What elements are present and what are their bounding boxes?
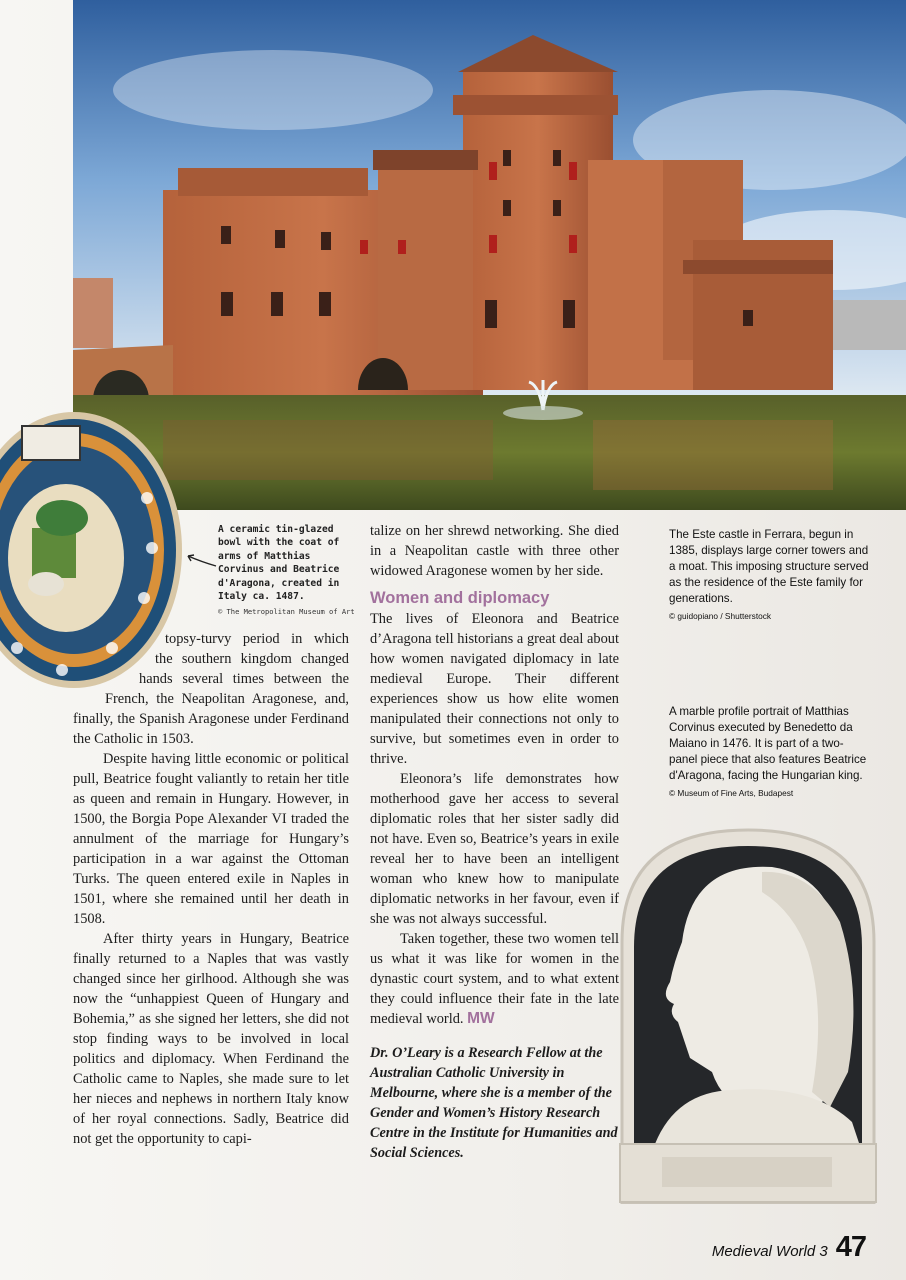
page-number: 47 xyxy=(835,1231,866,1263)
paragraph-text: Taken together, these two women tell us what it was like for women in the dynastic court system, and to what extent they could influence their fate in the late medieval world. xyxy=(370,931,619,1027)
bowl-caption: A ceramic tin-glazed bowl with the coat of arms of Matthias Corvinus and Beatrice d'Aragona, created in Italy ca. 1487. xyxy=(218,524,340,603)
paragraph: talize on her shrewd networking. She died in a Neapolitan castle with three other widowed Aragonese women by her side. xyxy=(370,523,619,579)
bust-caption xyxy=(669,704,869,799)
paragraph: After thirty years in Hungary, Beatrice finally returned to a Naples that was vastly changed since her girlhood. Although she was now the “unhappiest Queen of Hungary and Bohemia,” as she signed her letters, she did not stop finding ways to be involved in local politics and diplomacy. When Ferdinand the Catholic came to Naples, she made sure to let her nieces and nephews in northern Italy know of her royal connections. Sadly, Beatrice did not get the opportunity to capi- xyxy=(73,931,349,1147)
paragraph-text: finally, the Spanish Aragonese under Ferdinand the Catholic in 1503. xyxy=(73,711,349,747)
end-mark: MW xyxy=(467,1010,495,1027)
article-column-1 xyxy=(73,629,349,1149)
caption-text: The Este castle in Ferrara, begun in 1385, displays large corner towers and a moat. This imposing structure served as the residence of the Este family for generations. xyxy=(669,528,869,605)
marble-bust-photo xyxy=(612,822,884,1204)
text-line: topsy-turvy period in which xyxy=(165,631,349,647)
text-line: French, the Neapolitan Aragonese, and, xyxy=(105,691,349,707)
author-bio: Dr. O’Leary is a Research Fellow at the Australian Catholic University in Melbourne, where she is a member of the Gender and Women’s History Research Centre in the Institute for Humanities and Social Sciences. xyxy=(370,1045,618,1161)
caption-text: A marble profile portrait of Matthias Corvinus executed by Benedetto da Maiano in 1476. It is part of a two-panel piece that also features Beatrice d'Aragona, facing the Hungarian king. xyxy=(669,705,867,782)
paragraph: The lives of Eleonora and Beatrice d’Aragona tell historians a great deal about how women navigated diplomacy in late medieval Europe. Their different experiences show us how elite women manipulated their connections not only to survive, but sometimes even in order to thrive. xyxy=(370,611,619,767)
article-column-2 xyxy=(370,521,619,1163)
este-castle-photo xyxy=(73,0,906,510)
castle-caption xyxy=(669,527,869,622)
photo-credit: © Museum of Fine Arts, Budapest xyxy=(669,788,794,798)
paragraph: Eleonora’s life demonstrates how motherhood gave her access to several diplomatic roles that her sister sadly did not have. Even so, Beatrice’s years in exile reveal her to have been an intelligent woman who knew how to manipulate diplomatic networks in her favour, even if she was not always successful. xyxy=(370,771,619,927)
section-heading: Women and diplomacy xyxy=(370,589,550,607)
photo-credit: © guidopiano / Shutterstock xyxy=(669,611,772,621)
paragraph: Despite having little economic or political pull, Beatrice fought valiantly to retain her title as queen and remain in Hungary. However, in 1500, the Borgia Pope Alexander VI traded the annulment of the marriage for Hungary’s participation in a war against the Ottoman Turks. The queen entered exile in Naples in 1501, where she remained until her death in 1508. xyxy=(73,751,349,927)
text-line: the southern kingdom changed xyxy=(155,651,349,667)
bowl-credit: © The Metropolitan Museum of Art xyxy=(218,607,355,616)
page-footer xyxy=(712,1231,866,1264)
text-line: hands several times between the xyxy=(139,671,349,687)
caption-arrow-icon xyxy=(184,552,218,570)
magazine-name: Medieval World 3 xyxy=(711,1243,828,1260)
